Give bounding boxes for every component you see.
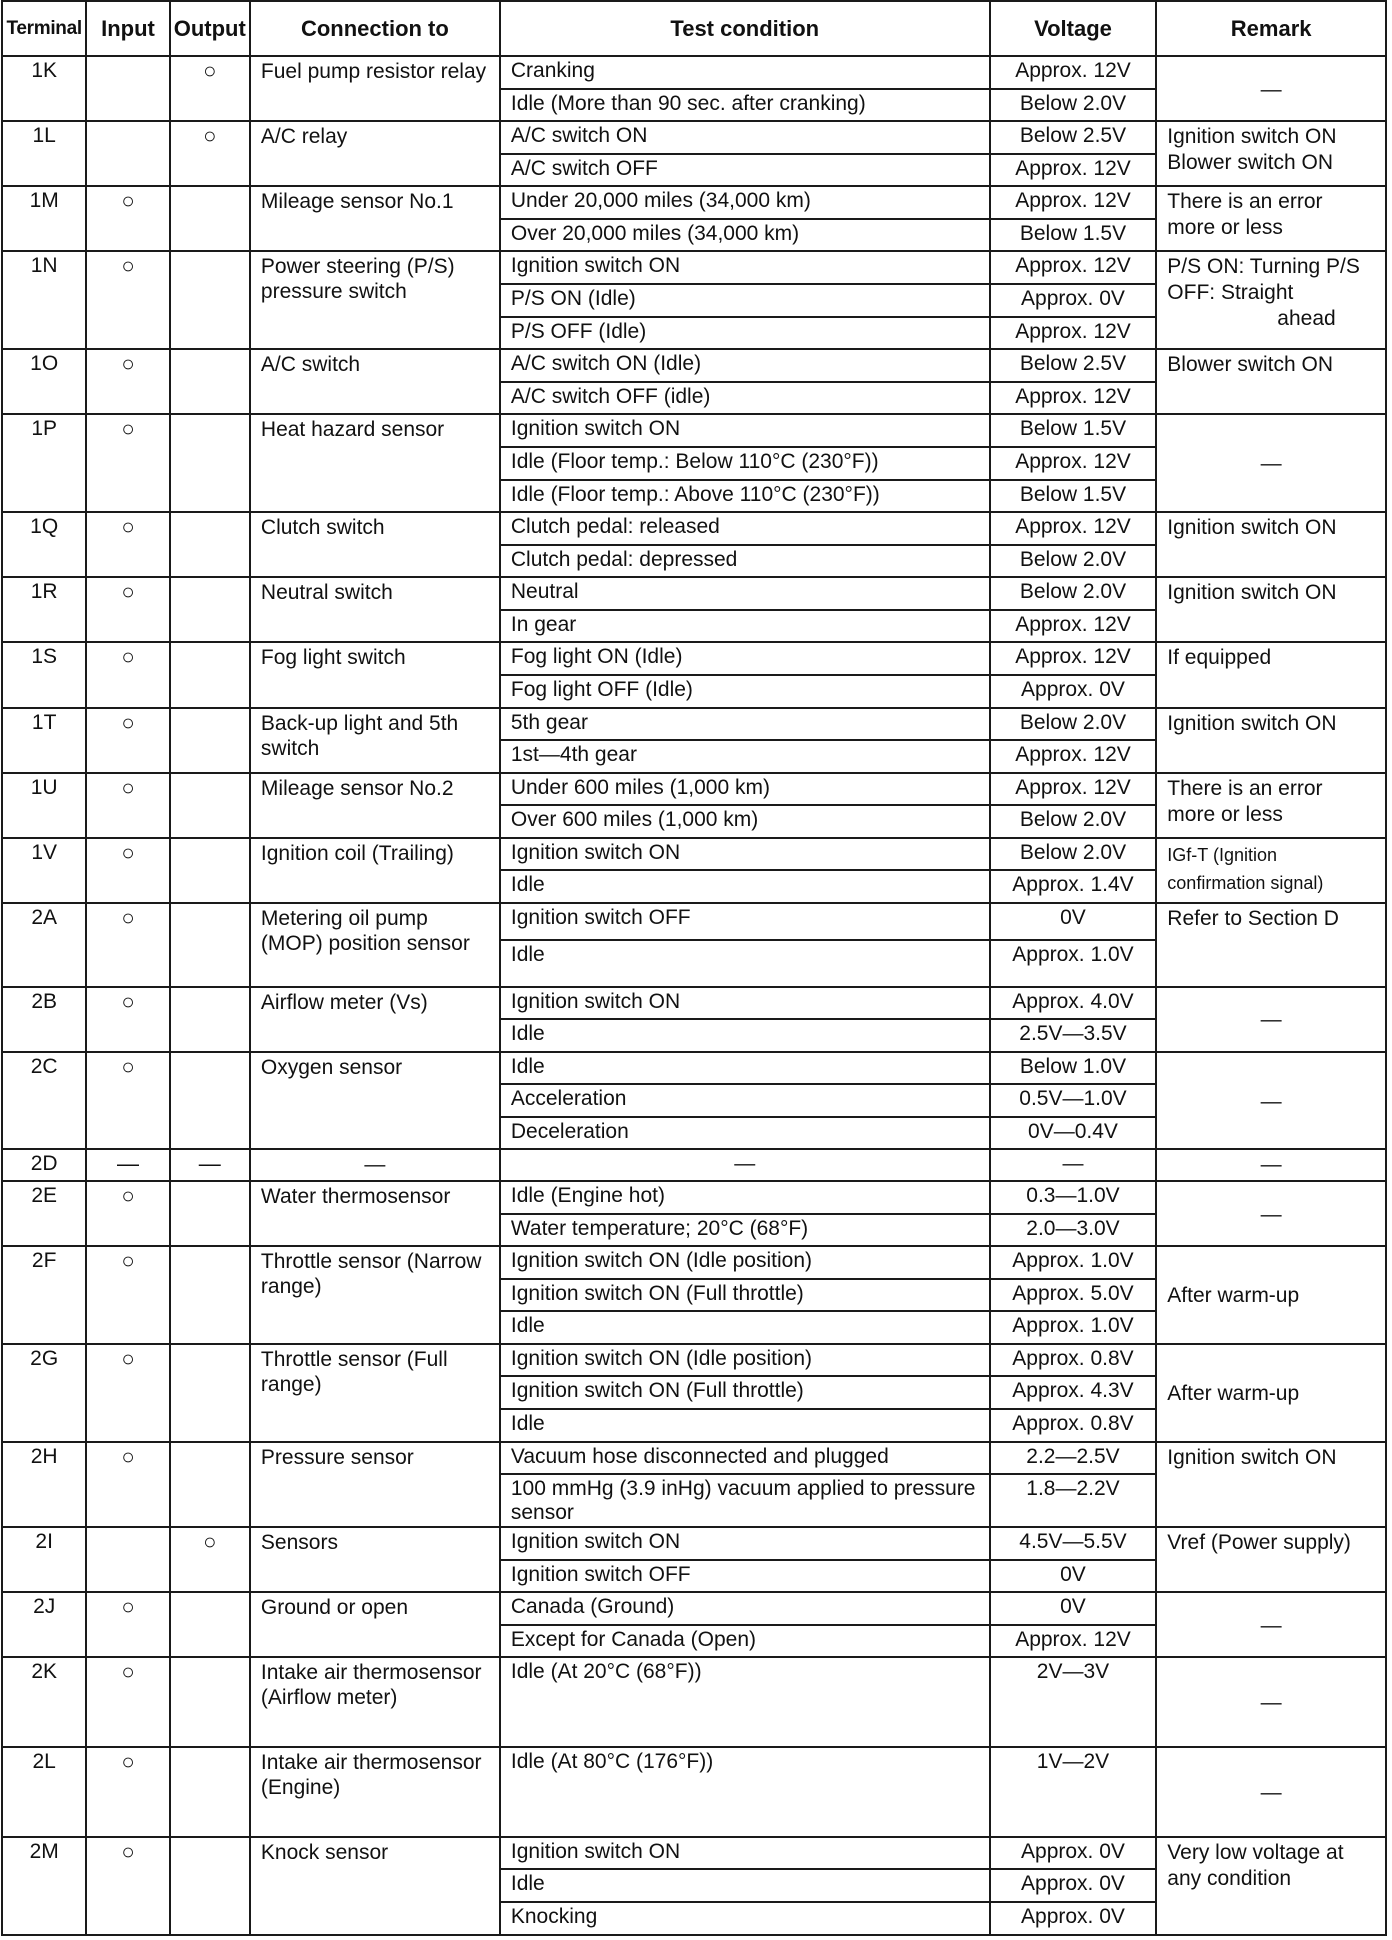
remark-cell [1156, 414, 1386, 512]
voltage-cell: Approx. 1.4V [990, 870, 1157, 903]
output-mark [170, 1592, 250, 1657]
remark-text: Ignition switch ON [1167, 711, 1337, 735]
terminal-cell: 2J [2, 1592, 86, 1657]
connection-cell: Metering oil pump (MOP) position sensor [250, 903, 500, 987]
remark-text: — [1260, 1691, 1282, 1715]
header-remark: Remark [1156, 1, 1386, 56]
terminal-cell: 1K [2, 56, 86, 121]
test-condition-cell: Neutral [500, 577, 990, 610]
voltage-cell: Approx. 12V [990, 610, 1157, 643]
remark-cell [1156, 1837, 1386, 1935]
table-row [2, 1246, 1386, 1279]
voltage-cell: Approx. 0V [990, 675, 1157, 708]
table-row [2, 121, 1386, 154]
voltage-cell: 2.0—3.0V [990, 1214, 1157, 1247]
input-mark: ○ [86, 903, 169, 987]
table-row [2, 1527, 1386, 1560]
input-mark [86, 121, 169, 186]
input-mark: ○ [86, 642, 169, 707]
test-condition-cell: A/C switch ON (Idle) [500, 349, 990, 382]
output-mark [170, 512, 250, 577]
remark-cell [1156, 577, 1386, 642]
remark-cell [1156, 1527, 1386, 1592]
header-test-condition: Test condition [500, 1, 990, 56]
input-mark: ○ [86, 1747, 169, 1837]
output-mark [170, 708, 250, 773]
test-condition-cell: Clutch pedal: released [500, 512, 990, 545]
remark-text: — [1260, 1089, 1282, 1113]
remark-text: Vref (Power supply) [1167, 1531, 1351, 1555]
test-condition-cell: Under 20,000 miles (34,000 km) [500, 186, 990, 219]
remark-cell [1156, 186, 1386, 251]
output-mark: ○ [170, 121, 250, 186]
test-condition-cell: Idle (Engine hot) [500, 1181, 990, 1214]
connection-cell: Fuel pump resistor relay [250, 56, 500, 121]
header-terminal: Terminal [2, 1, 86, 56]
terminal-cell: 2M [2, 1837, 86, 1935]
voltage-cell: 2V—3V [990, 1657, 1157, 1747]
header-output: Output [170, 1, 250, 56]
test-condition-cell: Idle (Floor temp.: Below 110°C (230°F)) [500, 447, 990, 480]
header-input: Input [86, 1, 169, 56]
remark-text: — [1260, 1202, 1282, 1226]
terminal-cell: 1V [2, 838, 86, 903]
table-row [2, 1181, 1386, 1214]
remark-text: Blower switch ON [1167, 353, 1333, 377]
table-row [2, 186, 1386, 219]
connection-cell: Back-up light and 5th switch [250, 708, 500, 773]
remark-text: Ignition switch ON [1167, 581, 1337, 605]
remark-text: There is an error more or less [1167, 776, 1323, 826]
output-mark [170, 1442, 250, 1528]
table-row [2, 577, 1386, 610]
remark-cell [1156, 903, 1386, 987]
voltage-cell: Below 2.0V [990, 577, 1157, 610]
voltage-cell: Approx. 4.0V [990, 987, 1157, 1020]
remark-cell [1156, 1442, 1386, 1528]
remark-text: Refer to Section D [1167, 907, 1339, 931]
remark-cell [1156, 1181, 1386, 1246]
test-condition-cell: Ignition switch ON [500, 1837, 990, 1870]
remark-text: — [1260, 1613, 1282, 1637]
remark-cell [1156, 512, 1386, 577]
voltage-cell: Approx. 1.0V [990, 1246, 1157, 1279]
voltage-cell: Approx. 1.0V [990, 1311, 1157, 1344]
input-mark: ○ [86, 987, 169, 1052]
input-mark: ○ [86, 838, 169, 903]
input-mark: ○ [86, 1052, 169, 1150]
test-condition-cell: P/S ON (Idle) [500, 284, 990, 317]
voltage-cell: Approx. 12V [990, 186, 1157, 219]
test-condition-cell: 5th gear [500, 708, 990, 741]
input-mark [86, 1527, 169, 1592]
terminal-cell: 2A [2, 903, 86, 987]
remark-text: Ignition switch ON [1167, 1445, 1337, 1469]
terminal-cell: 1M [2, 186, 86, 251]
input-mark: ○ [86, 1246, 169, 1344]
input-mark: ○ [86, 1592, 169, 1657]
voltage-cell: Below 2.0V [990, 545, 1157, 578]
table-row [2, 1837, 1386, 1870]
input-mark: — [86, 1149, 169, 1181]
output-mark [170, 1052, 250, 1150]
header-voltage: Voltage [990, 1, 1157, 56]
test-condition-cell: Idle [500, 1019, 990, 1052]
remark-cell [1156, 1246, 1386, 1344]
table-row [2, 1747, 1386, 1837]
connection-cell: Ground or open [250, 1592, 500, 1657]
remark-text: After warm-up [1167, 1284, 1300, 1307]
voltage-cell: Below 2.0V [990, 805, 1157, 838]
voltage-cell: 0V—0.4V [990, 1117, 1157, 1150]
terminal-cell: 1O [2, 349, 86, 414]
test-condition-cell: Idle [500, 1869, 990, 1902]
terminal-cell: 2G [2, 1344, 86, 1442]
terminal-cell: 2H [2, 1442, 86, 1528]
output-mark [170, 186, 250, 251]
remark-cell [1156, 987, 1386, 1052]
voltage-cell: Approx. 12V [990, 251, 1157, 284]
table-row [2, 1657, 1386, 1747]
terminal-cell: 1N [2, 251, 86, 349]
output-mark [170, 1246, 250, 1344]
connection-cell: Power steering (P/S) pressure switch [250, 251, 500, 349]
test-condition-cell: Vacuum hose disconnected and plugged [500, 1442, 990, 1475]
test-condition-cell: Over 600 miles (1,000 km) [500, 805, 990, 838]
input-mark: ○ [86, 1181, 169, 1246]
table-row [2, 512, 1386, 545]
terminal-cell: 1R [2, 577, 86, 642]
input-mark: ○ [86, 577, 169, 642]
test-condition-cell: Idle (At 80°C (176°F)) [500, 1747, 990, 1837]
connection-cell: A/C relay [250, 121, 500, 186]
test-condition-cell: A/C switch OFF (idle) [500, 382, 990, 415]
voltage-cell: Below 2.5V [990, 349, 1157, 382]
test-condition-cell: Cranking [500, 56, 990, 89]
remark-text: There is an error more or less [1167, 190, 1323, 240]
remark-text: — [1260, 1008, 1282, 1032]
voltage-cell: Approx. 0.8V [990, 1344, 1157, 1377]
output-mark [170, 773, 250, 838]
terminal-cell: 1L [2, 121, 86, 186]
remark-text: Very low voltage at any condition [1167, 1840, 1344, 1890]
voltage-cell: Below 2.0V [990, 89, 1157, 122]
remark-cell [1156, 708, 1386, 773]
test-condition-cell: Ignition switch ON [500, 414, 990, 447]
voltage-cell: Approx. 12V [990, 512, 1157, 545]
terminal-cell: 2E [2, 1181, 86, 1246]
remark-cell [1156, 642, 1386, 707]
table-row [2, 1344, 1386, 1377]
voltage-cell: Approx. 5.0V [990, 1279, 1157, 1312]
test-condition-cell: Canada (Ground) [500, 1592, 990, 1625]
terminal-cell: 2D [2, 1149, 86, 1181]
test-condition-cell: Water temperature; 20°C (68°F) [500, 1214, 990, 1247]
table-row [2, 838, 1386, 871]
output-mark [170, 349, 250, 414]
voltage-cell: Approx. 12V [990, 1625, 1157, 1658]
test-condition-cell: Idle [500, 940, 990, 987]
test-condition-cell: Ignition switch ON [500, 838, 990, 871]
table-row [2, 251, 1386, 284]
test-condition-cell: Ignition switch ON (Idle position) [500, 1344, 990, 1377]
terminal-voltage-table [1, 0, 1387, 1936]
voltage-cell: Approx. 12V [990, 154, 1157, 187]
remark-cell [1156, 251, 1386, 349]
connection-cell: Heat hazard sensor [250, 414, 500, 512]
test-condition-cell: Ignition switch ON (Full throttle) [500, 1279, 990, 1312]
test-condition-cell: P/S OFF (Idle) [500, 317, 990, 350]
voltage-cell: 0.3—1.0V [990, 1181, 1157, 1214]
output-mark [170, 642, 250, 707]
test-condition-cell: Acceleration [500, 1084, 990, 1117]
output-mark: ○ [170, 1527, 250, 1592]
connection-cell: Throttle sensor (Full range) [250, 1344, 500, 1442]
output-mark [170, 1747, 250, 1837]
test-condition-cell: Ignition switch OFF [500, 1560, 990, 1593]
remark-text: — [1260, 1780, 1282, 1804]
remark-text-continued: ahead [1277, 307, 1336, 331]
voltage-cell: Below 1.0V [990, 1052, 1157, 1085]
input-mark: ○ [86, 708, 169, 773]
test-condition-cell: Knocking [500, 1902, 990, 1935]
table-row [2, 349, 1386, 382]
voltage-cell: Below 2.5V [990, 121, 1157, 154]
voltage-cell: Approx. 0V [990, 1869, 1157, 1902]
test-condition-cell: Except for Canada (Open) [500, 1625, 990, 1658]
connection-cell: Intake air thermosensor (Engine) [250, 1747, 500, 1837]
input-mark: ○ [86, 251, 169, 349]
connection-cell: Fog light switch [250, 642, 500, 707]
remark-text: — [1260, 452, 1282, 476]
header-row [2, 1, 1386, 56]
remark-cell [1156, 349, 1386, 414]
output-mark: — [170, 1149, 250, 1181]
terminal-cell: 2L [2, 1747, 86, 1837]
voltage-cell: Approx. 12V [990, 642, 1157, 675]
output-mark [170, 251, 250, 349]
table-row [2, 987, 1386, 1020]
input-mark: ○ [86, 773, 169, 838]
connection-cell: Knock sensor [250, 1837, 500, 1935]
voltage-cell: Below 1.5V [990, 219, 1157, 252]
input-mark: ○ [86, 1442, 169, 1528]
test-condition-cell: Ignition switch ON [500, 251, 990, 284]
terminal-cell: 1P [2, 414, 86, 512]
connection-cell: Throttle sensor (Narrow range) [250, 1246, 500, 1344]
output-mark [170, 987, 250, 1052]
remark-cell [1156, 1592, 1386, 1657]
remark-cell [1156, 1149, 1386, 1181]
test-condition-cell: Idle [500, 1311, 990, 1344]
remark-cell [1156, 1052, 1386, 1150]
connection-cell: Oxygen sensor [250, 1052, 500, 1150]
test-condition-cell: 1st—4th gear [500, 740, 990, 773]
table-row [2, 708, 1386, 741]
remark-cell [1156, 56, 1386, 121]
input-mark: ○ [86, 186, 169, 251]
terminal-cell: 1T [2, 708, 86, 773]
remark-text: After warm-up [1167, 1381, 1300, 1405]
remark-cell [1156, 121, 1386, 186]
input-mark: ○ [86, 1657, 169, 1747]
voltage-cell: 0.5V—1.0V [990, 1084, 1157, 1117]
voltage-cell: Approx. 0V [990, 1902, 1157, 1935]
remark-text: P/S ON: Turning P/S OFF: Straight [1167, 255, 1360, 305]
voltage-cell: Approx. 0V [990, 1837, 1157, 1870]
voltage-cell: Approx. 12V [990, 773, 1157, 806]
test-condition-cell: Ignition switch ON [500, 1527, 990, 1560]
output-mark: ○ [170, 56, 250, 121]
output-mark [170, 1837, 250, 1935]
terminal-cell: 2F [2, 1246, 86, 1344]
input-mark: ○ [86, 1837, 169, 1935]
output-mark [170, 1657, 250, 1747]
terminal-cell: 2C [2, 1052, 86, 1150]
terminal-cell: 2I [2, 1527, 86, 1592]
connection-cell: A/C switch [250, 349, 500, 414]
voltage-cell: — [990, 1149, 1157, 1181]
connection-cell: Sensors [250, 1527, 500, 1592]
voltage-cell: Approx. 12V [990, 447, 1157, 480]
test-condition-cell: — [500, 1149, 990, 1181]
output-mark [170, 1344, 250, 1442]
test-condition-cell: Idle [500, 1409, 990, 1442]
voltage-cell: 1V—2V [990, 1747, 1157, 1837]
remark-cell [1156, 838, 1386, 903]
terminal-cell: 1U [2, 773, 86, 838]
test-condition-cell: Fog light OFF (Idle) [500, 675, 990, 708]
table-row [2, 56, 1386, 89]
output-mark [170, 838, 250, 903]
voltage-cell: Approx. 12V [990, 382, 1157, 415]
connection-cell: Pressure sensor [250, 1442, 500, 1528]
test-condition-cell: A/C switch ON [500, 121, 990, 154]
test-condition-cell: Idle (At 20°C (68°F)) [500, 1657, 990, 1747]
voltage-cell: 2.2—2.5V [990, 1442, 1157, 1475]
connection-cell: Mileage sensor No.1 [250, 186, 500, 251]
input-mark: ○ [86, 1344, 169, 1442]
connection-cell: Intake air thermosensor (Airflow meter) [250, 1657, 500, 1747]
table-row [2, 1052, 1386, 1085]
input-mark [86, 56, 169, 121]
output-mark [170, 577, 250, 642]
test-condition-cell: Over 20,000 miles (34,000 km) [500, 219, 990, 252]
input-mark: ○ [86, 349, 169, 414]
test-condition-cell: Idle [500, 1052, 990, 1085]
input-mark: ○ [86, 512, 169, 577]
table-row [2, 903, 1386, 940]
voltage-cell: Approx. 12V [990, 317, 1157, 350]
voltage-cell: Approx. 1.0V [990, 940, 1157, 987]
remark-cell [1156, 1344, 1386, 1442]
test-condition-cell: Idle (Floor temp.: Above 110°C (230°F)) [500, 480, 990, 513]
terminal-cell: 2K [2, 1657, 86, 1747]
input-mark: ○ [86, 414, 169, 512]
test-condition-cell: 100 mmHg (3.9 inHg) vacuum applied to pressure sensor [500, 1474, 990, 1527]
test-condition-cell: A/C switch OFF [500, 154, 990, 187]
voltage-cell: Below 1.5V [990, 480, 1157, 513]
connection-cell: Neutral switch [250, 577, 500, 642]
test-condition-cell: Ignition switch OFF [500, 903, 990, 940]
remark-text: — [1260, 77, 1282, 101]
test-condition-cell: Idle (More than 90 sec. after cranking) [500, 89, 990, 122]
remark-text: Ignition switch ON [1167, 516, 1337, 540]
voltage-cell: 0V [990, 1592, 1157, 1625]
voltage-cell: Approx. 4.3V [990, 1376, 1157, 1409]
connection-cell: Clutch switch [250, 512, 500, 577]
remark-text: — [1260, 1153, 1282, 1177]
test-condition-cell: Ignition switch ON [500, 987, 990, 1020]
table-row [2, 642, 1386, 675]
test-condition-cell: Ignition switch ON (Idle position) [500, 1246, 990, 1279]
voltage-cell: Approx. 12V [990, 740, 1157, 773]
output-mark [170, 903, 250, 987]
table-row [2, 1592, 1386, 1625]
voltage-cell: Below 2.0V [990, 838, 1157, 871]
table-row [2, 1149, 1386, 1181]
connection-cell: Airflow meter (Vs) [250, 987, 500, 1052]
connection-cell: Water thermosensor [250, 1181, 500, 1246]
test-condition-cell: Under 600 miles (1,000 km) [500, 773, 990, 806]
voltage-cell: Below 1.5V [990, 414, 1157, 447]
voltage-cell: Approx. 0.8V [990, 1409, 1157, 1442]
voltage-cell: 4.5V—5.5V [990, 1527, 1157, 1560]
header-connection: Connection to [250, 1, 500, 56]
output-mark [170, 1181, 250, 1246]
table-row [2, 773, 1386, 806]
test-condition-cell: Clutch pedal: depressed [500, 545, 990, 578]
test-condition-cell: Deceleration [500, 1117, 990, 1150]
voltage-cell: 0V [990, 1560, 1157, 1593]
voltage-cell: Below 2.0V [990, 708, 1157, 741]
voltage-cell: 2.5V—3.5V [990, 1019, 1157, 1052]
voltage-cell: 1.8—2.2V [990, 1474, 1157, 1527]
test-condition-cell: Idle [500, 870, 990, 903]
remark-cell [1156, 1747, 1386, 1837]
remark-text: Ignition switch ON Blower switch ON [1167, 125, 1337, 175]
table-body [2, 56, 1386, 1935]
connection-cell: — [250, 1149, 500, 1181]
remark-text: If equipped [1167, 646, 1272, 670]
remark-cell [1156, 1657, 1386, 1747]
connection-cell: Ignition coil (Trailing) [250, 838, 500, 903]
remark-text: IGf-T (Ignition confirmation signal) [1167, 844, 1324, 893]
table-row [2, 414, 1386, 447]
connection-cell: Mileage sensor No.2 [250, 773, 500, 838]
voltage-cell: 0V [990, 903, 1157, 940]
remark-cell [1156, 773, 1386, 838]
test-condition-cell: Ignition switch ON (Full throttle) [500, 1376, 990, 1409]
test-condition-cell: Fog light ON (Idle) [500, 642, 990, 675]
test-condition-cell: In gear [500, 610, 990, 643]
voltage-cell: Approx. 12V [990, 56, 1157, 89]
output-mark [170, 414, 250, 512]
terminal-cell: 2B [2, 987, 86, 1052]
table-row [2, 1442, 1386, 1475]
terminal-cell: 1Q [2, 512, 86, 577]
terminal-cell: 1S [2, 642, 86, 707]
voltage-cell: Approx. 0V [990, 284, 1157, 317]
